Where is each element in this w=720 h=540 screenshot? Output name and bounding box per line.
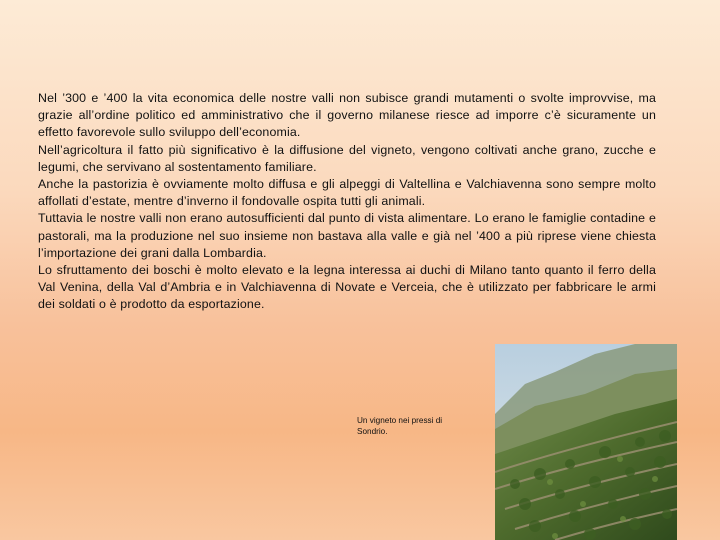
photo-caption: Un vigneto nei pressi di Sondrio. <box>357 416 443 436</box>
vineyard-photo <box>495 344 677 540</box>
paragraph-boschi: Lo sfruttamento dei boschi è molto elevato e la legna interessa ai duchi di Milano tanto quanto il ferro della Val Venina, della Val d’Ambria e in Valchiavenna di Novate e Verceia, che è utilizzato per fabbricare le armi dei soldati o è prodotto da esportazione. <box>38 263 656 312</box>
paragraph-agricoltura: Nell’agricoltura il fatto più significativo è la diffusione del vigneto, vengono coltivati anche grano, zucche e legumi, che servivano al sostentamento familiare. <box>38 142 656 174</box>
paragraph-trecento: Nel ’300 e ’400 la vita economica delle nostre valli non subisce grandi mutamenti o svolte improvvise, ma grazie all’ordine politico ed amministrativo che il governo milanese riesce ad imporre c’è sicuramente un effetto favorevole sullo sviluppo dell’economia. <box>38 91 656 140</box>
body-text <box>38 90 656 314</box>
paragraph-pastorizia: Anche la pastorizia è ovviamente molto diffusa e gli alpeggi di Valtellina e Valchiavenna sono sempre molto affollati d’estate, mentre d’inverno il fondovalle ospita tutti gli animali. <box>38 177 656 209</box>
paragraph-autosufficienza: Tuttavia le nostre valli non erano autosufficienti dal punto di vista alimentare. Lo erano le famiglie contadine e pastorali, ma la produzione nel suo insieme non bastava alla valle e già nel ’400 a più riprese viene chiesta l’importazione dei grani dalla Lombardia. <box>38 211 656 260</box>
vineyard-illustration <box>495 344 677 540</box>
